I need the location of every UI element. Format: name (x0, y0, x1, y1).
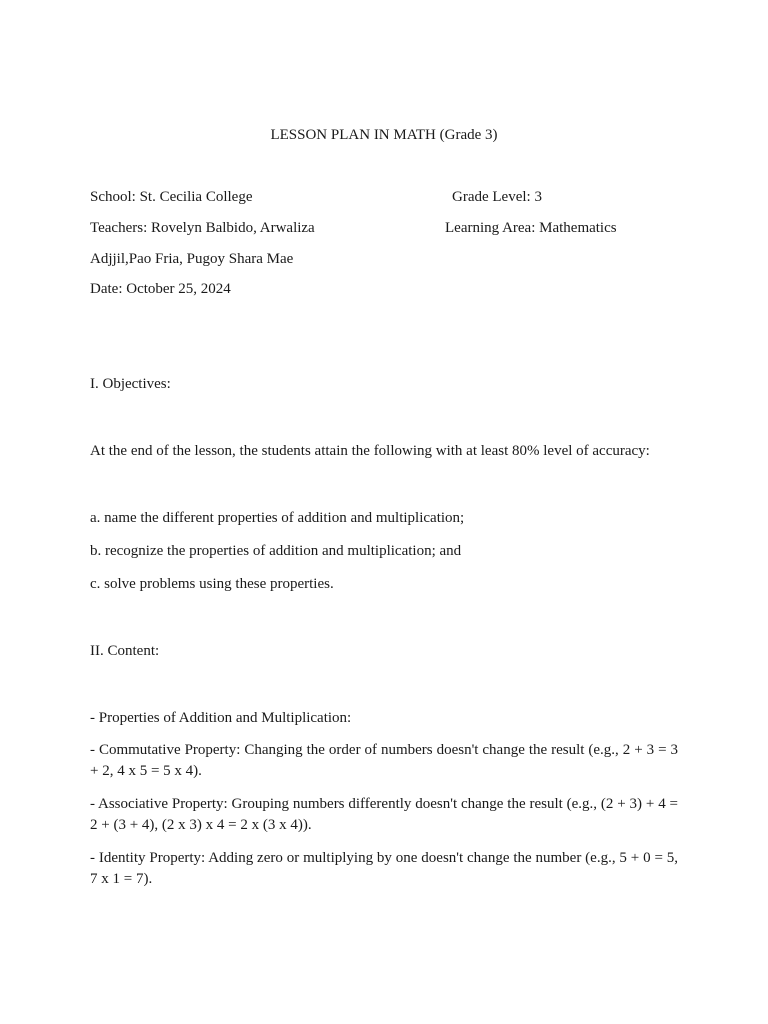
objectives-intro: At the end of the lesson, the students attain the following with at least 80% level of accuracy: (90, 443, 650, 459)
objectives-heading: I. Objectives: (90, 376, 171, 392)
content-heading: II. Content: (90, 643, 160, 659)
grade-level-field: Grade Level: 3 (452, 189, 542, 205)
teachers-field-continued: Adjjil,Pao Fria, Pugoy Shara Mae (90, 251, 294, 267)
date-field: Date: October 25, 2024 (90, 281, 231, 297)
content-item-commutative: - Commutative Property: Changing the order of numbers doesn't change the result (e.g., 2 + 3 = 3 + 2, 4 x 5 = 5 x 4). (90, 742, 678, 779)
content-item: - Properties of Addition and Multiplication: (90, 710, 352, 726)
school-field: School: St. Cecilia College (90, 189, 253, 205)
content-item-identity: - Identity Property: Adding zero or multiplying by one doesn't change the number (e.g., 5 + 0 = 5, 7 x 1 = 7). (90, 850, 678, 887)
document-title: LESSON PLAN IN MATH (Grade 3) (270, 127, 498, 143)
objective-item: c. solve problems using these properties. (90, 576, 334, 592)
objective-item: b. recognize the properties of addition and multiplication; and (90, 543, 462, 559)
content-item-associative: - Associative Property: Grouping numbers differently doesn't change the result (e.g., (2 + 3) + 4 = 2 + (3 + 4), (2 x 3) x 4 = 2 x (3 x 4)). (90, 796, 678, 833)
objective-item: a. name the different properties of addition and multiplication; (90, 510, 465, 526)
learning-area-field: Learning Area: Mathematics (445, 220, 617, 236)
teachers-field: Teachers: Rovelyn Balbido, Arwaliza (90, 220, 315, 236)
